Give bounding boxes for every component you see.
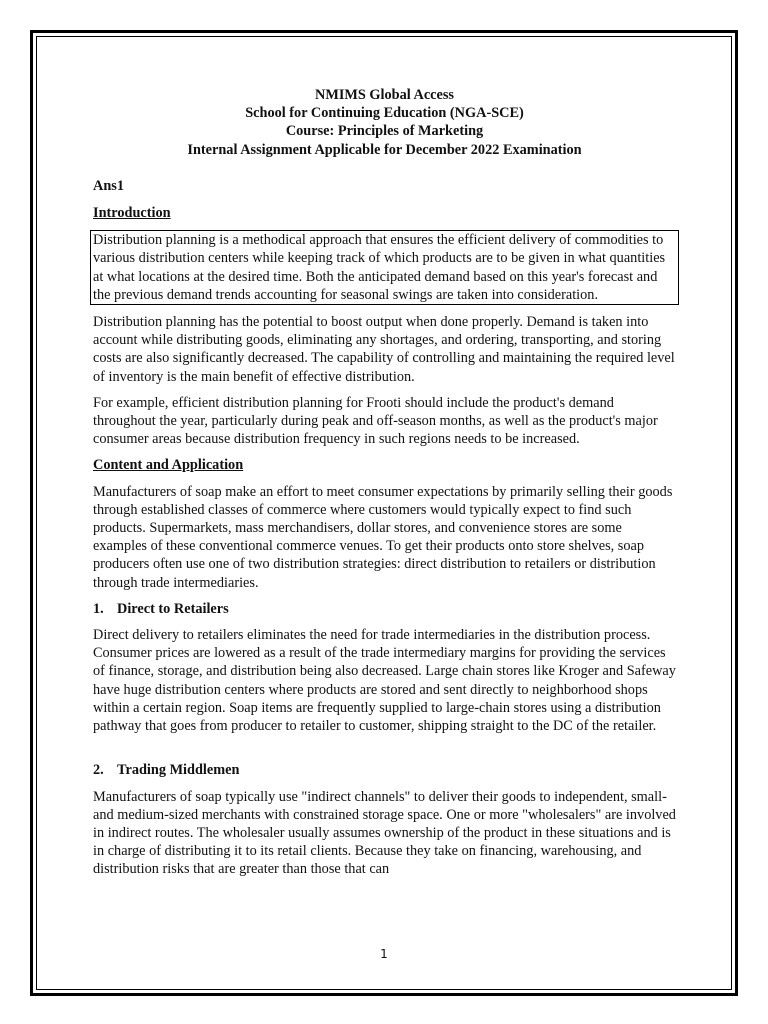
section-1-heading xyxy=(93,600,676,618)
header-assignment: Internal Assignment Applicable for December 2022 Examination xyxy=(187,141,582,158)
header-school: School for Continuing Education (NGA-SCE) xyxy=(245,105,524,122)
section-2-title: Trading Middlemen xyxy=(117,762,240,779)
introduction-heading: Introduction xyxy=(93,205,171,222)
answer-label: Ans1 xyxy=(93,177,124,194)
content-application-heading: Content and Application xyxy=(93,457,244,474)
content-application-paragraph: Manufacturers of soap make an effort to meet consumer expectations by primarily selling their goods through established classes of commerce where customers would typically expect to find such products. Supermarkets, mass merchandisers, dollar stores, and convenience stores are some examples of these conventional commerce venues. To get their products onto store shelves, soap producers often use one of two distribution strategies: direct distribution to retailers or distribution through trade intermediaries. xyxy=(93,483,673,591)
introduction-boxed-paragraph: Distribution planning is a methodical approach that ensures the efficient delivery of commodities to various distribution centers while keeping track of which products are to be given in what quantities at what locations at the desired time. Both the anticipated demand based on this year's forecast and the previous demand trends accounting for seasonal swings are taken into consideration. xyxy=(90,230,679,305)
document-body xyxy=(93,86,676,887)
header-course: Course: Principles of Marketing xyxy=(285,123,484,140)
introduction-paragraph-3: For example, efficient distribution planning for Frooti should include the product's demand throughout the year, particularly during peak and off-season months, as well as the product's major consumer areas because distribution frequency in such regions needs to be increased. xyxy=(93,394,658,448)
header-institution: NMIMS Global Access xyxy=(315,87,454,103)
section-1-number: 1. xyxy=(93,600,104,617)
section-2-heading xyxy=(93,761,676,779)
section-2-number: 2. xyxy=(93,762,104,779)
page-number: 1 xyxy=(380,947,388,961)
introduction-paragraph-2: Distribution planning has the potential to boost output when done properly. Demand is taken into account while distributing goods, eliminating any shortages, and ordering, transporting, and storing costs are also significantly decreased. The capability of controlling and maintaining the required level of inventory is the main benefit of effective distribution. xyxy=(93,314,675,385)
section-1-paragraph: Direct delivery to retailers eliminates the need for trade intermediaries in the distribution process. Consumer prices are lowered as a result of the trade intermediary margins for providing the services of finance, storage, and distribution being also decreased. Large chain stores like Kroger and Safeway have huge distribution centers where products are stored and sent directly to neighborhood shops within a certain region. Soap items are frequently supplied to large-chain stores using a distribution pathway that goes from producer to retailer to customer, shipping straight to the DC of the retailer. xyxy=(93,627,676,735)
section-2-paragraph: Manufacturers of soap typically use "indirect channels" to deliver their goods to independent, small- and medium-sized merchants with constrained storage space. One or more "wholesalers" are involved in indirect routes. The wholesaler usually assumes ownership of the product in these situations and is in charge of distributing it to its retail clients. Because they take on financing, warehousing, and distribution risks that are greater than those that can xyxy=(93,788,676,878)
section-1-title: Direct to Retailers xyxy=(117,600,229,617)
document-header xyxy=(93,86,676,159)
spacer xyxy=(93,743,676,761)
